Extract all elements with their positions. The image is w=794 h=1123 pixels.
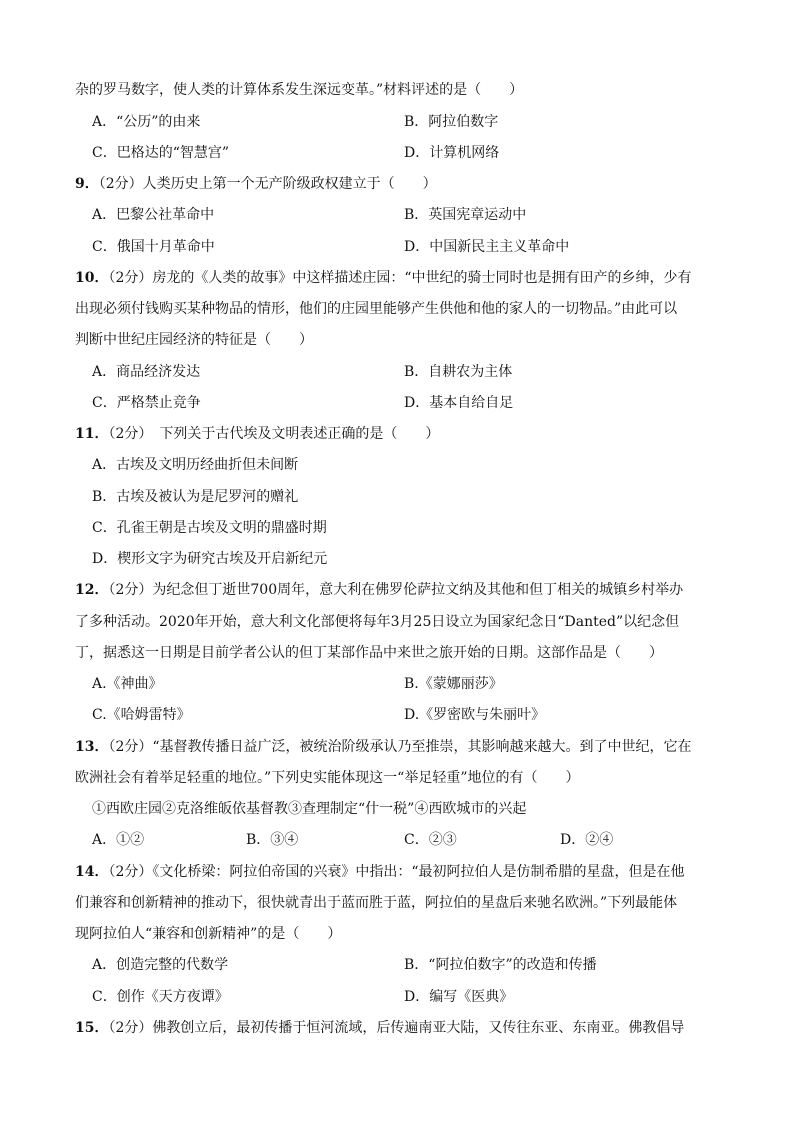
- q8-option-a[interactable]: A．“公历”的由来: [92, 114, 201, 130]
- q10-stem-line-3: 判断中世纪庄园经济的特征是（ ）: [75, 332, 313, 348]
- q9-text: （2分）人类历史上第一个无产阶级政权建立于（ ）: [98, 176, 437, 192]
- q12-stem-line-2: 了多种活动。2020年开始，意大利文化部便将每年3月25日设立为国家纪念日“Danted”以纪念但: [75, 614, 680, 630]
- q12-option-d[interactable]: D.《罗密欧与朱丽叶》: [404, 707, 546, 723]
- q12-stem-line-1: [75, 580, 683, 600]
- q11-text: （2分） 下列关于古代埃及文明表述正确的是（ ）: [108, 426, 440, 442]
- q12-option-b[interactable]: B.《蒙娜丽莎》: [404, 676, 503, 692]
- q8-option-d[interactable]: D．计算机网络: [404, 145, 500, 161]
- q13-statements: ①西欧庄园②克洛维皈依基督教③查理制定“什一税”④西欧城市的兴起: [92, 801, 527, 817]
- q11-option-b[interactable]: B．古埃及被认为是尼罗河的赠礼: [92, 489, 299, 505]
- q11-option-d[interactable]: D．楔形文字为研究古埃及开启新纪元: [92, 551, 328, 567]
- q14-text-1: （2分）《文化桥梁：阿拉伯帝国的兴衰》中指出：“最初阿拉伯人是仿制希腊的星盘，但是在他: [108, 864, 685, 880]
- q12-option-a[interactable]: A.《神曲》: [92, 676, 163, 692]
- q9-option-b[interactable]: B．英国宪章运动中: [404, 207, 527, 223]
- q14-number: 14．: [75, 864, 109, 880]
- q10-text-1: （2分）房龙的《人类的故事》中这样描述庄园：“中世纪的骑士同时也是拥有田产的乡绅，少有: [108, 270, 692, 286]
- q11-option-a[interactable]: A．古埃及文明历经曲折但未间断: [92, 457, 299, 473]
- q11-option-c[interactable]: C．孔雀王朝是古埃及文明的鼎盛时期: [92, 520, 327, 536]
- q14-stem-line-1: [75, 862, 685, 882]
- q12-stem-line-3: 丁，据悉这一日期是目前学者公认的但丁某部作品中来世之旅开始的日期。这部作品是（ ）: [75, 645, 663, 661]
- q8-option-b[interactable]: B．阿拉伯数字: [404, 114, 499, 130]
- q12-number: 12．: [75, 582, 109, 598]
- q12-option-c[interactable]: C.《哈姆雷特》: [92, 707, 191, 723]
- q9-option-c[interactable]: C．俄国十月革命中: [92, 239, 215, 255]
- q8-tail-text: 杂的罗马数字，使人类的计算体系发生深远变革。”材料评述的是（ ）: [75, 82, 524, 98]
- q13-option-c[interactable]: C．②③: [404, 832, 457, 848]
- q13-option-b[interactable]: B．③④: [246, 832, 299, 848]
- q14-stem-line-3: 现阿拉伯人“兼容和创新精神”的是（ ）: [75, 926, 342, 942]
- q9-stem: [75, 174, 437, 194]
- q9-number: 9．: [75, 176, 99, 192]
- q13-stem-line-1: [75, 737, 692, 757]
- q13-option-a[interactable]: A．①②: [92, 832, 145, 848]
- q13-stem-line-2: 欧洲社会有着举足轻重的地位。”下列史实能体现这一“举足轻重”地位的有（ ）: [75, 770, 580, 786]
- q12-text-1: （2分）为纪念但丁逝世700周年，意大利在佛罗伦萨拉文纳及其他和但丁相关的城镇乡村举办: [108, 582, 684, 598]
- q11-stem: [75, 424, 439, 444]
- q14-option-b[interactable]: B．“阿拉伯数字”的改造和传播: [404, 957, 597, 973]
- q10-option-a[interactable]: A．商品经济发达: [92, 364, 201, 380]
- q15-stem-line-1: [75, 1018, 684, 1038]
- q13-text-1: （2分）“基督教传播日益广泛，被统治阶级承认乃至推崇，其影响越来越大。到了中世纪，它在: [108, 739, 692, 755]
- q10-option-c[interactable]: C．严格禁止竞争: [92, 395, 201, 411]
- q13-number: 13．: [75, 739, 109, 755]
- q9-option-d[interactable]: D．中国新民主主义革命中: [404, 239, 570, 255]
- q10-stem-line-2: 出现必须付钱购买某种物品的情形，他们的庄园里能够产生供他和他的家人的一切物品。”由此可以: [75, 301, 678, 317]
- q11-number: 11．: [75, 426, 109, 442]
- q10-option-d[interactable]: D．基本自给自足: [404, 395, 514, 411]
- q15-number: 15．: [75, 1020, 109, 1036]
- q9-option-a[interactable]: A．巴黎公社革命中: [92, 207, 215, 223]
- q14-stem-line-2: 们兼容和创新精神的推动下，很快就青出于蓝而胜于蓝，阿拉伯的星盘后来驰名欧洲。”下列最能体: [75, 895, 678, 911]
- q10-stem-line-1: [75, 268, 692, 288]
- q14-option-d[interactable]: D．编写《医典》: [404, 989, 514, 1005]
- q14-option-a[interactable]: A．创造完整的代数学: [92, 957, 229, 973]
- q13-option-d[interactable]: D．②④: [560, 832, 614, 848]
- q8-option-c[interactable]: C．巴格达的“智慧宫”: [92, 145, 230, 161]
- q15-text-1: （2分）佛教创立后，最初传播于恒河流域，后传遍南亚大陆，又传往东亚、东南亚。佛教倡导: [108, 1020, 685, 1036]
- q14-option-c[interactable]: C．创作《天方夜谭》: [92, 989, 229, 1005]
- q10-option-b[interactable]: B．自耕农为主体: [404, 364, 513, 380]
- q10-number: 10．: [75, 270, 109, 286]
